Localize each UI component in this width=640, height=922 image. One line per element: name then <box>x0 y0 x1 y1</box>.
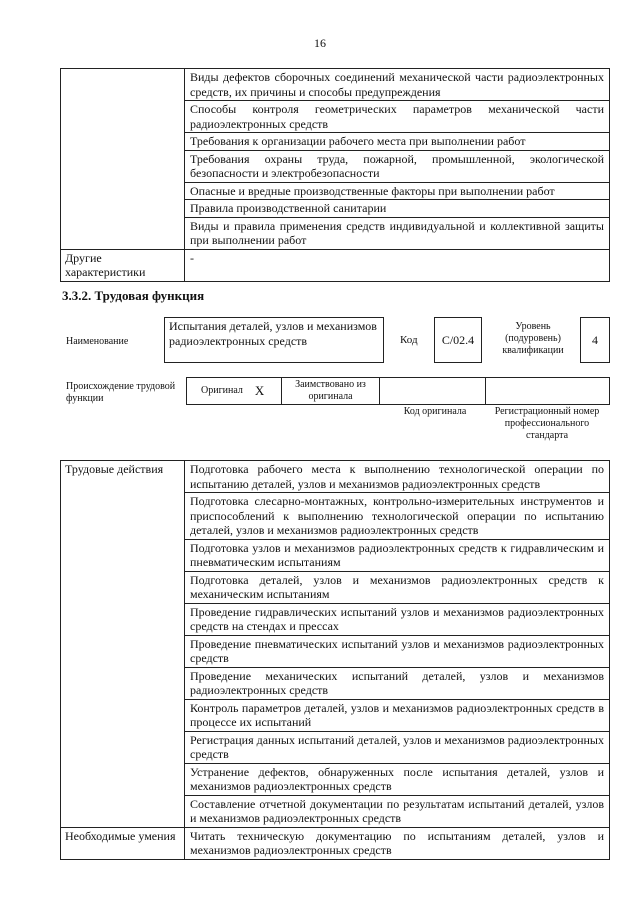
knowledge-item: Правила производственной санитарии <box>185 200 610 218</box>
level-label: Уровень (подуровень) квалификации <box>502 321 564 356</box>
name-label: Наименование <box>66 336 129 347</box>
level-value: 4 <box>592 332 598 347</box>
code-original-label: Код оригинала <box>403 406 467 417</box>
table-row <box>61 461 610 493</box>
action-item: Подготовка узлов и механизмов радиоэлектронных средств к гидравлическим и пневматическим испытаниям <box>185 539 610 571</box>
name-value: Испытания деталей, узлов и механизмов радиоэлектронных средств <box>169 319 377 348</box>
table-row <box>61 249 610 281</box>
original-box <box>186 377 282 405</box>
name-value-box <box>164 317 384 363</box>
other-characteristics-label: Другие характеристики <box>61 249 185 281</box>
action-item: Проведение пневматических испытаний узлов и механизмов радиоэлектронных средств <box>185 635 610 667</box>
action-item: Регистрация данных испытаний деталей, узлов и механизмов радиоэлектронных средств <box>185 731 610 763</box>
original-label: Оригинал <box>201 385 243 396</box>
origin-label: Происхождение трудовой функции <box>66 381 176 404</box>
action-item: Устранение дефектов, обнаруженных после испытания деталей, узлов и механизмов радиоэлектронных средств <box>185 763 610 795</box>
knowledge-item: Виды и правила применения средств индивидуальной и коллективной защиты при выполнении работ <box>185 217 610 249</box>
skills-label: Необходимые умения <box>61 827 185 859</box>
knowledge-table <box>60 68 610 282</box>
knowledge-item: Требования к организации рабочего места при выполнении работ <box>185 133 610 151</box>
borrowed-box <box>281 377 380 405</box>
action-item: Подготовка рабочего места к выполнению технологической операции по испытанию деталей, узлов и механизмов радиоэлектронных средств <box>185 461 610 493</box>
table-row <box>61 69 610 101</box>
knowledge-item: Способы контроля геометрических параметров механической части радиоэлектронных средств <box>185 101 610 133</box>
code-value: C/02.4 <box>441 332 475 347</box>
action-item: Проведение механических испытаний деталей, узлов и механизмов радиоэлектронных средств <box>185 667 610 699</box>
actions-label: Трудовые действия <box>61 461 185 828</box>
knowledge-item: Опасные и вредные производственные факторы при выполнении работ <box>185 182 610 200</box>
table-row <box>61 827 610 859</box>
action-item: Подготовка деталей, узлов и механизмов радиоэлектронных средств к механическим испытаниям <box>185 571 610 603</box>
skill-item: Читать техническую документацию по испытаниям деталей, узлов и механизмов радиоэлектронных средств <box>185 827 610 859</box>
code-label: Код <box>400 334 418 346</box>
borrowed-label: Заимствовано из оригинала <box>295 379 366 402</box>
reg-number-box <box>485 377 610 405</box>
action-item: Подготовка слесарно-монтажных, контрольно-измерительных инструментов и приспособлений к выполнению технологической операции по испытанию деталей, узлов и механизмов радиоэлектронных средств <box>185 493 610 540</box>
function-heading: 3.3.2. Трудовая функция <box>62 288 205 303</box>
knowledge-item: Требования охраны труда, пожарной, промышленной, экологической безопасности и электробезопасности <box>185 150 610 182</box>
action-item: Контроль параметров деталей, узлов и механизмов радиоэлектронных средств в процессе их испытаний <box>185 699 610 731</box>
actions-table <box>60 460 610 860</box>
original-mark: X <box>254 383 265 398</box>
page-number: 16 <box>314 36 326 50</box>
knowledge-label-cell <box>61 69 185 250</box>
action-item: Проведение гидравлических испытаний узлов и механизмов радиоэлектронных средств на стендах и прессах <box>185 603 610 635</box>
other-characteristics-value: - <box>185 249 610 281</box>
level-value-box <box>580 317 610 363</box>
code-original-box <box>379 377 486 405</box>
knowledge-item: Виды дефектов сборочных соединений механической части радиоэлектронных средств, их причины и способы предупреждения <box>185 69 610 101</box>
reg-number-label: Регистрационный номер профессионального стандарта <box>494 406 600 441</box>
action-item: Составление отчетной документации по результатам испытаний деталей, узлов и механизмов радиоэлектронных средств <box>185 795 610 827</box>
code-value-box <box>434 317 482 363</box>
